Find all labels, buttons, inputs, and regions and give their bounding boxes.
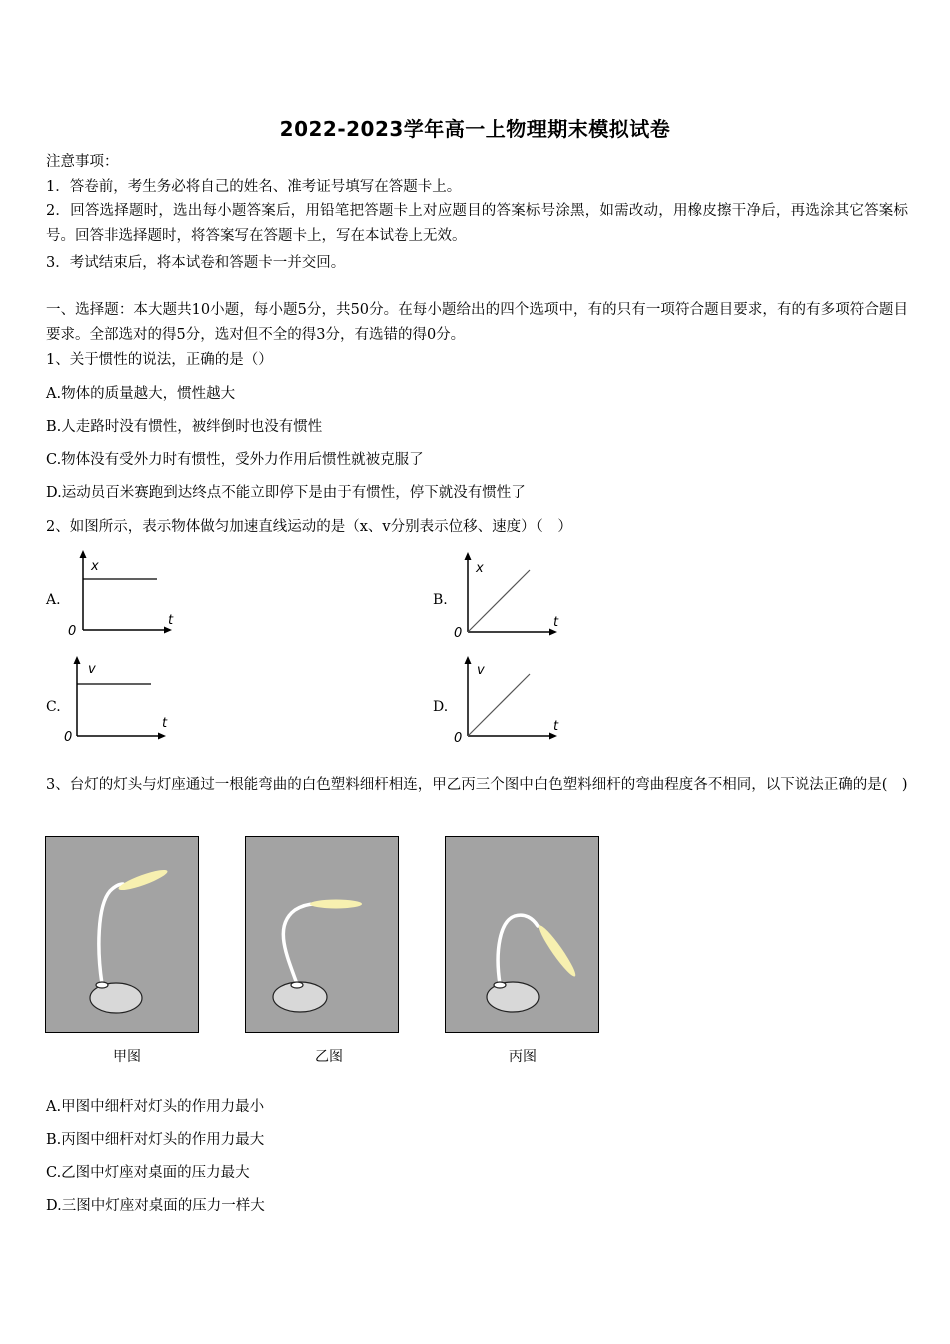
q2-graph-a-x-label: t — [168, 613, 174, 628]
q2-graph-b — [445, 550, 570, 645]
q2-graph-a-origin: 0 — [68, 624, 77, 639]
q2-graph-d-y-label: v — [477, 663, 485, 678]
q3-option-d: D.三图中灯座对桌面的压力一样大 — [46, 1198, 265, 1214]
q2-graph-d-x-label: t — [553, 719, 559, 734]
lamp-caption-jia: 甲图 — [113, 1049, 141, 1065]
q2-graph-d — [445, 654, 570, 749]
q2-graph-d-label: D. — [433, 699, 449, 715]
q2-stem: 2、如图所示，表示物体做匀加速直线运动的是（x、v分别表示位移、速度）（ ） — [46, 519, 572, 535]
lamp-caption-yi: 乙图 — [315, 1049, 343, 1065]
q1-stem: 1、关于惯性的说法，正确的是（） — [46, 352, 273, 368]
q2-graph-b-y-label: x — [476, 561, 484, 576]
notice-heading: 注意事项： — [46, 154, 119, 170]
q2-graph-a — [60, 548, 185, 643]
q2-graph-b-label: B. — [433, 592, 448, 608]
notice-item-3: 3．考试结束后，将本试卷和答题卡一并交回。 — [46, 255, 346, 271]
q2-graph-a-y-label: x — [91, 559, 99, 574]
lamp-figure-yi — [245, 836, 399, 1034]
q2-graph-b-x-label: t — [553, 615, 559, 630]
q2-graph-b-origin: 0 — [454, 626, 463, 641]
q3-option-b: B.丙图中细杆对灯头的作用力最大 — [46, 1132, 265, 1148]
q1-option-b: B.人走路时没有惯性，被绊倒时也没有惯性 — [46, 419, 323, 435]
q1-option-d: D.运动员百米赛跑到达终点不能立即停下是由于有惯性，停下就没有惯性了 — [46, 485, 526, 501]
notice-item-2: 2．回答选择题时，选出每小题答案后，用铅笔把答题卡上对应题目的答案标号涂黑，如需改动，用橡皮擦干净后，再选涂其它答案标号。回答非选择题时，将答案写在答题卡上，写在本试卷上无效。 — [46, 203, 908, 244]
lamp-figure-jia — [45, 836, 199, 1034]
q1-option-a: A.物体的质量越大，惯性越大 — [46, 386, 236, 402]
q3-option-a: A.甲图中细杆对灯头的作用力最小 — [46, 1099, 265, 1115]
lamp-caption-bing: 丙图 — [509, 1049, 537, 1065]
section-heading: 一、选择题：本大题共10小题，每小题5分，共50分。在每小题给出的四个选项中，有的只有一项符合题目要求，有的有多项符合题目要求。全部选对的得5分，选对但不全的得3分，有选错的得0分。 — [46, 302, 908, 343]
q2-graph-c-x-label: t — [162, 716, 168, 731]
q3-stem: 3、台灯的灯头与灯座通过一根能弯曲的白色塑料细杆相连，甲乙丙三个图中白色塑料细杆的弯曲程度各不相同，以下说法正确的是( ) — [46, 777, 908, 793]
q3-option-c: C.乙图中灯座对桌面的压力最大 — [46, 1165, 250, 1181]
notice-item-1: 1．答卷前，考生务必将自己的姓名、准考证号填写在答题卡上。 — [46, 179, 462, 195]
q2-graph-c — [55, 654, 180, 749]
page-title: 2022-2023学年高一上物理期末模拟试卷 — [279, 117, 671, 141]
q2-graph-a-label: A. — [46, 592, 61, 608]
q2-graph-c-label: C. — [46, 699, 61, 715]
q2-graph-d-origin: 0 — [454, 731, 463, 746]
q1-option-c: C.物体没有受外力时有惯性，受外力作用后惯性就被克服了 — [46, 452, 424, 468]
q2-graph-c-origin: 0 — [64, 730, 73, 745]
lamp-figure-bing — [445, 836, 599, 1034]
q2-graph-c-y-label: v — [88, 662, 96, 677]
